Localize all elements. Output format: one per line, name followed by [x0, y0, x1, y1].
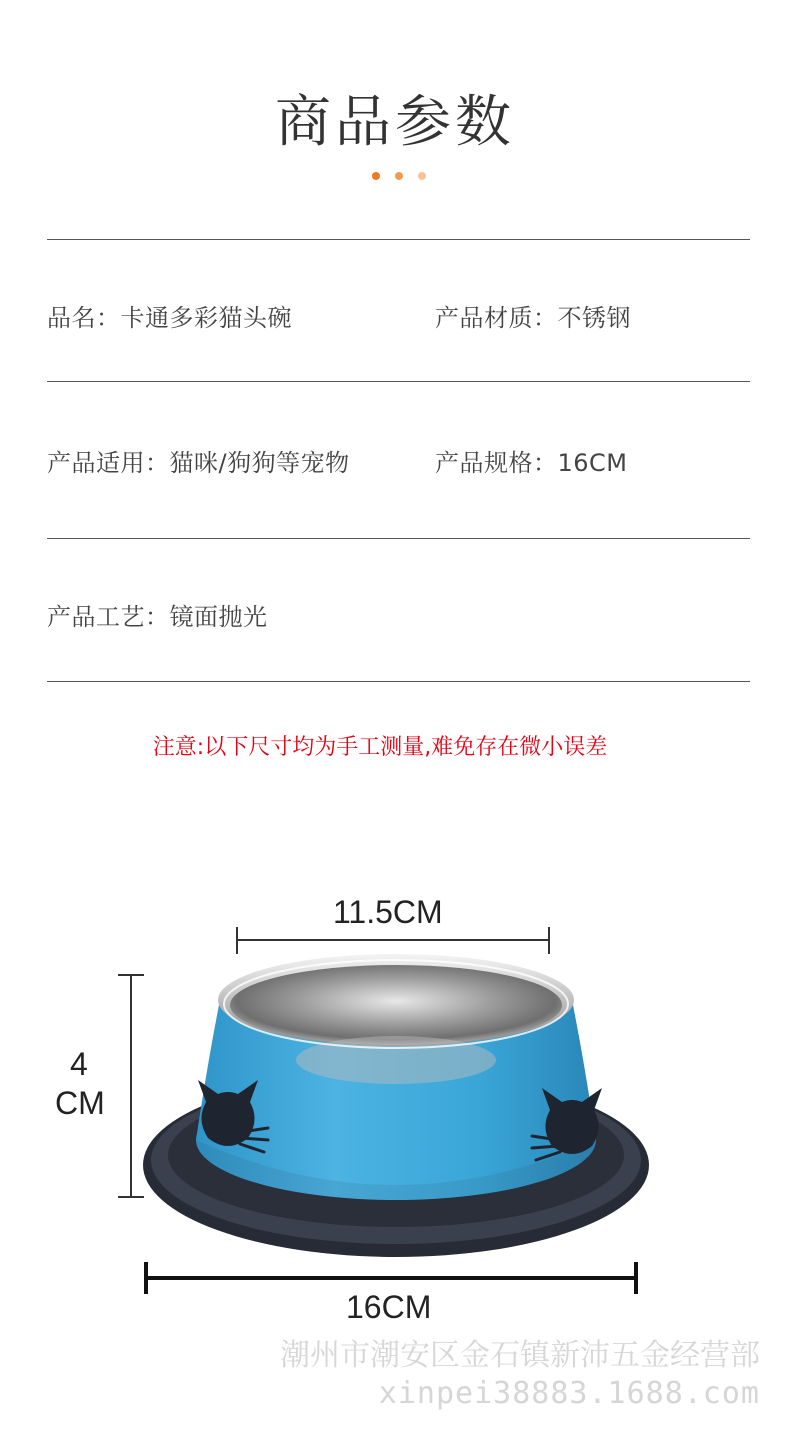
- param-usage-label: 产品适用：: [47, 449, 170, 477]
- param-material-value: 不锈钢: [557, 304, 631, 332]
- dimension-line-height: [118, 975, 144, 1197]
- watermark-shop-name: 潮州市潮安区金石镇新沛五金经营部: [280, 1338, 760, 1373]
- param-size-label: 产品规格：: [435, 449, 558, 477]
- param-craft-label: 产品工艺：: [47, 603, 170, 631]
- dimension-height-unit: CM: [55, 1085, 105, 1121]
- param-craft-value: 镜面抛光: [169, 603, 268, 631]
- param-name-label: 品名：: [47, 304, 121, 332]
- watermark-url: xinpei38883.1688.com: [378, 1376, 760, 1411]
- param-size-value: 16CM: [557, 449, 628, 477]
- dimension-height-number: 4: [70, 1046, 88, 1082]
- page-title: 商品参数: [275, 90, 515, 155]
- bowl-interior: [230, 965, 562, 1045]
- measurement-notice: 注意:以下尺寸均为手工测量,难免存在微小误差: [152, 735, 608, 760]
- param-material-label: 产品材质：: [435, 304, 558, 332]
- dimension-bottom-width: 16CM: [346, 1289, 432, 1325]
- param-usage-value: 猫咪/狗狗等宠物: [169, 449, 350, 477]
- param-name-value: 卡通多彩猫头碗: [120, 304, 292, 332]
- dimension-line-top: [237, 927, 549, 954]
- dimension-top-width: 11.5CM: [333, 894, 443, 930]
